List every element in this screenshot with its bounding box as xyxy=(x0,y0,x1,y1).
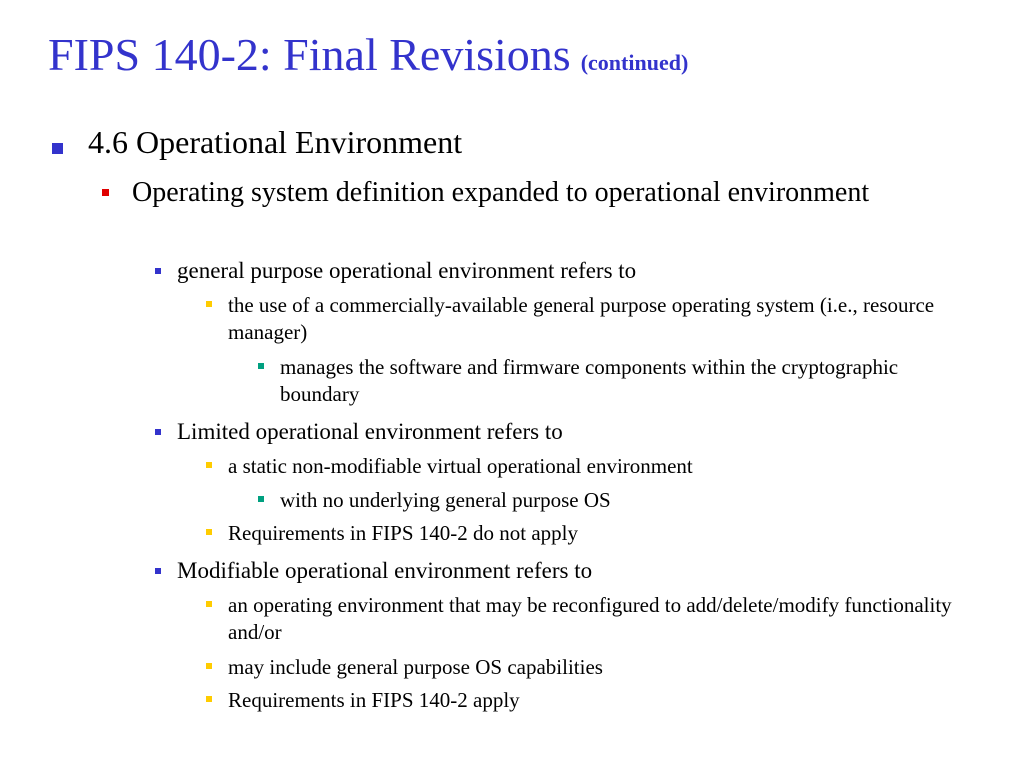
slide-title-text: FIPS 140-2: Final Revisions xyxy=(48,29,571,80)
square-bullet-icon xyxy=(258,363,264,369)
bullet-item-level4 xyxy=(204,520,994,547)
bullet-item-level4 xyxy=(204,654,994,681)
bullet-item-level2 xyxy=(100,175,980,210)
bullet-item-level3 xyxy=(153,418,973,446)
square-bullet-icon xyxy=(102,189,109,196)
bullet-item-level4 xyxy=(204,592,994,646)
bullet-text: a static non-modifiable virtual operational environment xyxy=(228,454,693,478)
square-bullet-icon xyxy=(258,496,264,502)
bullet-item-level3 xyxy=(153,557,973,585)
bullet-text: the use of a commercially-available general purpose operating system (i.e., resource manager) xyxy=(228,293,935,344)
bullet-text: Requirements in FIPS 140-2 apply xyxy=(228,688,520,712)
bullet-item-level3 xyxy=(153,257,973,285)
bullet-text: an operating environment that may be reconfigured to add/delete/modify functionality and/or xyxy=(228,593,952,644)
square-bullet-icon xyxy=(206,696,212,702)
square-bullet-icon xyxy=(155,429,161,435)
bullet-item-level4 xyxy=(204,292,994,346)
bullet-text: manages the software and firmware components within the cryptographic boundary xyxy=(280,355,899,406)
square-bullet-icon xyxy=(155,268,161,274)
bullet-item-level5 xyxy=(256,354,976,408)
bullet-text: general purpose operational environment refers to xyxy=(177,258,637,283)
square-bullet-icon xyxy=(52,143,63,154)
square-bullet-icon xyxy=(206,601,212,607)
square-bullet-icon xyxy=(206,462,212,468)
square-bullet-icon xyxy=(206,663,212,669)
bullet-item-level4 xyxy=(204,453,994,480)
bullet-text: with no underlying general purpose OS xyxy=(280,488,611,512)
bullet-item-level4 xyxy=(204,687,994,714)
bullet-text: may include general purpose OS capabilities xyxy=(228,655,603,679)
bullet-item-level5 xyxy=(256,487,976,514)
square-bullet-icon xyxy=(206,529,212,535)
bullet-text: Operating system definition expanded to operational environment xyxy=(132,177,870,208)
bullet-item-level1 xyxy=(48,122,988,162)
square-bullet-icon xyxy=(206,301,212,307)
slide-title-suffix: (continued) xyxy=(580,50,689,75)
square-bullet-icon xyxy=(155,568,161,574)
bullet-text: Requirements in FIPS 140-2 do not apply xyxy=(228,521,578,545)
bullet-text: Limited operational environment refers to xyxy=(177,419,563,444)
bullet-text: Modifiable operational environment refers to xyxy=(177,558,593,583)
slide-title xyxy=(48,28,688,81)
bullet-text: 4.6 Operational Environment xyxy=(88,124,463,160)
